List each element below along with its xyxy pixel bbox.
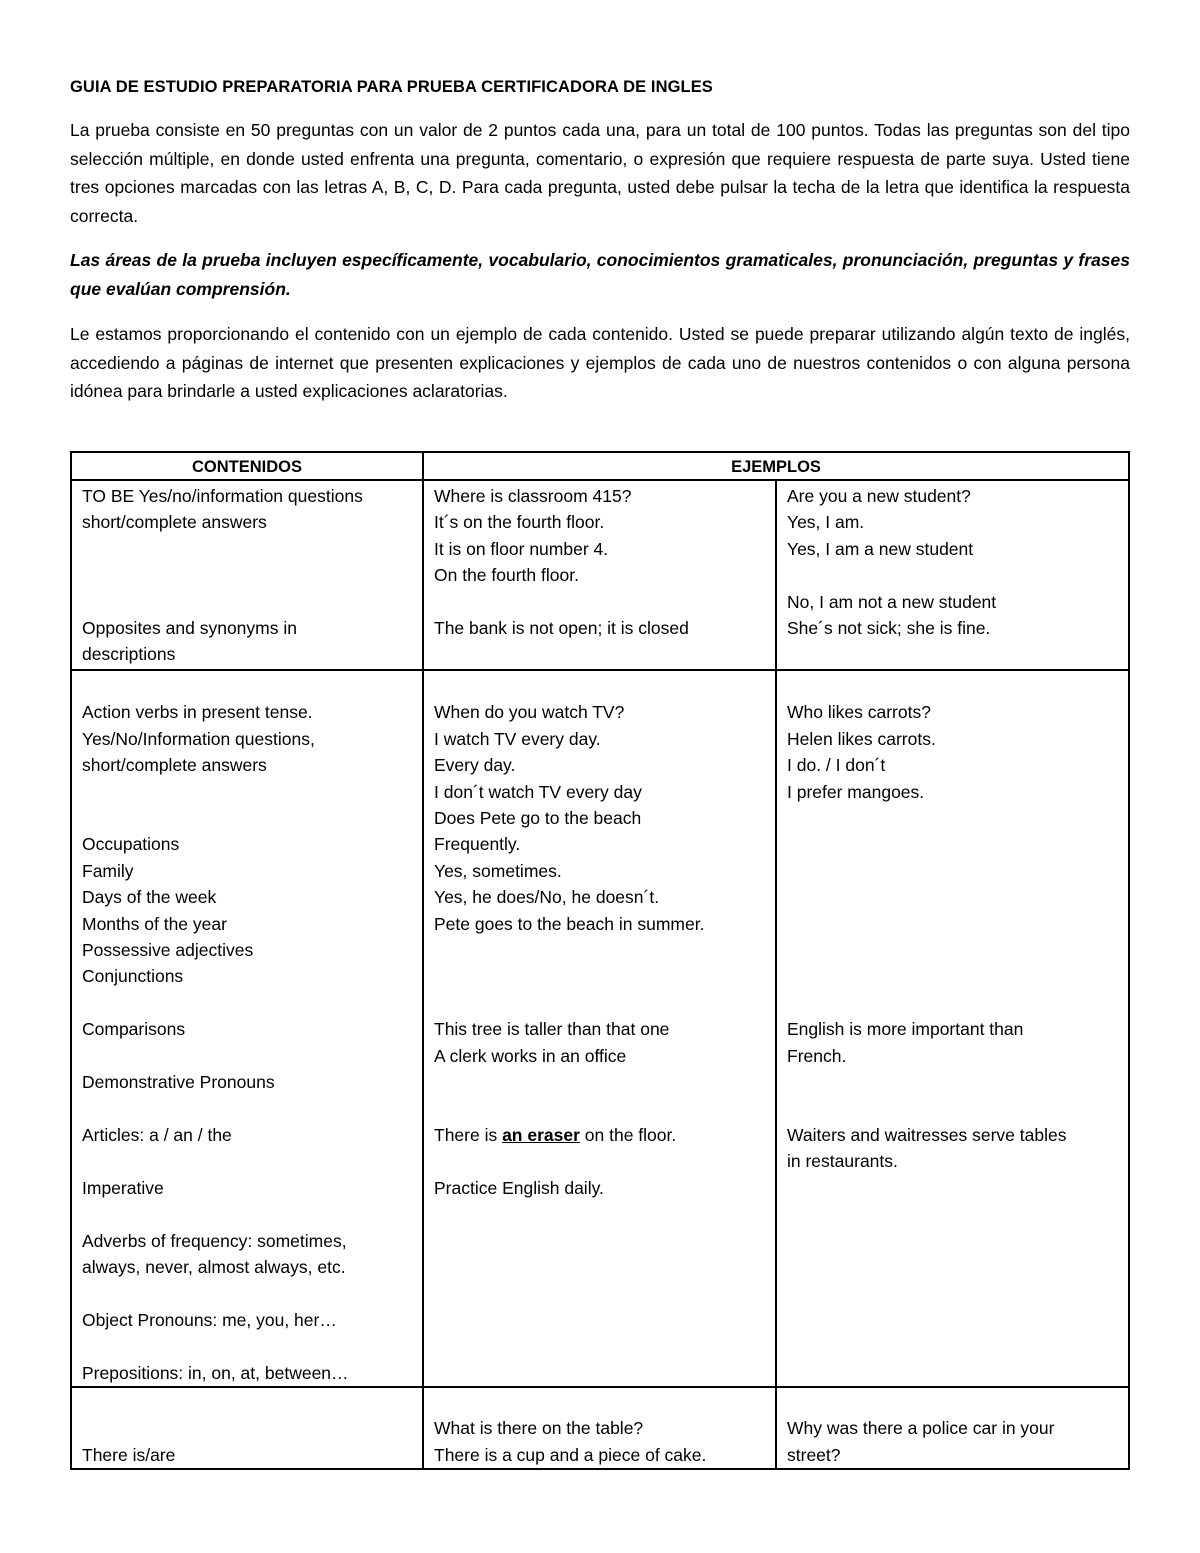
cell-line: There is/are (82, 1444, 176, 1465)
cell-line (82, 589, 412, 615)
cell-line: descriptions (82, 644, 176, 665)
cell-line (434, 963, 765, 989)
cell-line: When do you watch TV? (434, 702, 625, 723)
cell-line (434, 673, 765, 699)
cell-line (82, 536, 412, 562)
document-title: GUIA DE ESTUDIO PREPARATORIA PARA PRUEBA CERTIFICADORA DE INGLES (70, 78, 713, 96)
cell-line: No, I am not a new student (787, 591, 997, 612)
header-ejemplos: EJEMPLOS (423, 452, 1129, 480)
table-header-row (71, 452, 1129, 480)
cell-line: Object Pronouns: me, you, her… (82, 1309, 337, 1330)
ejemplos-cell-b (776, 480, 1129, 670)
cell-line (434, 937, 765, 963)
ejemplos-cell-a (423, 1387, 776, 1469)
cell-line: Family (82, 860, 134, 881)
contenidos-cell (71, 670, 423, 1387)
cell-line: It is on floor number 4. (434, 538, 609, 559)
cell-line: Yes, I am a new student (787, 538, 974, 559)
cell-line: There is a cup and a piece of cake. (434, 1444, 707, 1465)
cell-line (434, 1148, 765, 1174)
cell-line (82, 805, 412, 831)
table-row (71, 480, 1129, 670)
cell-line: street? (787, 1444, 841, 1465)
cell-line: Yes, sometimes. (434, 860, 562, 881)
cell-line: in restaurants. (787, 1151, 898, 1172)
cell-line: The bank is not open; it is closed (434, 618, 689, 639)
cell-line: Pete goes to the beach in summer. (434, 913, 705, 934)
cell-line: I watch TV every day. (434, 728, 601, 749)
ejemplos-cell-b (776, 670, 1129, 1387)
contenidos-cell (71, 1387, 423, 1469)
cell-line: What is there on the table? (434, 1418, 644, 1439)
cell-line: There is an eraser on the floor. (434, 1124, 677, 1145)
cell-line (82, 1333, 412, 1359)
cell-line (82, 562, 412, 588)
guidance-paragraph: Le estamos proporcionando el contenido con un ejemplo de cada contenido. Usted se puede preparar utilizando algún texto de inglés, accediendo a páginas de internet que presenten explicaciones y ejemplos de cada uno de nuestros contenidos o con alguna persona idónea para brindarle a usted explicaciones aclaratorias. (70, 324, 1130, 401)
intro-paragraph: La prueba consiste en 50 preguntas con un valor de 2 puntos cada una, para un total de 100 puntos. Todas las preguntas son del tipo selección múltiple, en donde usted enfrenta una pregunta, comentario, o expresión que requiere respuesta de parte suya. Usted tiene tres opciones marcadas con las letras A, B, C, D. Para cada pregunta, usted debe pulsar la techa de la letra que identifica la respuesta correcta. (70, 120, 1130, 226)
cell-line: English is more important than (787, 1019, 1024, 1040)
cell-line: Prepositions: in, on, at, between… (82, 1362, 349, 1383)
cell-line (787, 990, 1118, 1016)
cell-line: Imperative (82, 1177, 164, 1198)
cell-line: TO BE Yes/no/information questions (82, 486, 363, 506)
cell-line (434, 1096, 765, 1122)
cell-line: Practice English daily. (434, 1177, 604, 1198)
ejemplos-cell-a (423, 480, 776, 670)
cell-line (82, 1096, 412, 1122)
cell-line: Days of the week (82, 887, 217, 908)
cell-line: On the fourth floor. (434, 565, 579, 586)
cell-line: Yes/No/Information questions, (82, 728, 315, 749)
cell-line: Why was there a police car in your (787, 1418, 1055, 1439)
cell-line: I don´t watch TV every day (434, 781, 642, 802)
cell-line: French. (787, 1045, 847, 1066)
cell-line (434, 990, 765, 1016)
cell-line: It´s on the fourth floor. (434, 512, 605, 533)
cell-line: Are you a new student? (787, 486, 971, 506)
cell-line: Every day. (434, 755, 516, 776)
cell-line: Adverbs of frequency: sometimes, (82, 1230, 347, 1251)
content-table (70, 451, 1130, 1470)
cell-line: Occupations (82, 834, 180, 855)
cell-line (434, 589, 765, 615)
cell-line: Conjunctions (82, 966, 184, 987)
contenidos-cell (71, 480, 423, 670)
cell-line (787, 858, 1118, 884)
cell-line: A clerk works in an office (434, 1045, 627, 1066)
cell-line (82, 779, 412, 805)
cell-line (787, 562, 1118, 588)
cell-line (787, 884, 1118, 910)
cell-line: Action verbs in present tense. (82, 702, 313, 723)
document-body (70, 74, 1130, 406)
ejemplos-cell-b (776, 1387, 1129, 1469)
cell-line (787, 911, 1118, 937)
cell-line (82, 990, 412, 1016)
cell-line: Helen likes carrots. (787, 728, 936, 749)
header-contenidos: CONTENIDOS (71, 452, 423, 480)
cell-line (787, 1069, 1118, 1095)
example-remainder: on the floor. (579, 1124, 677, 1145)
cell-line: Yes, I am. (787, 512, 865, 533)
cell-line: Yes, he does/No, he doesn´t. (434, 887, 660, 908)
cell-line: always, never, almost always, etc. (82, 1256, 346, 1277)
cell-line: Waiters and waitresses serve tables (787, 1124, 1067, 1145)
cell-line: I do. / I don´t (787, 755, 886, 776)
cell-line: She´s not sick; she is fine. (787, 618, 991, 639)
cell-line: Months of the year (82, 913, 227, 934)
cell-line: short/complete answers (82, 755, 267, 776)
ejemplos-cell-a (423, 670, 776, 1387)
cell-line: Who likes carrots? (787, 702, 931, 723)
table-row (71, 670, 1129, 1387)
table-row (71, 1387, 1129, 1469)
cell-line (82, 673, 412, 699)
cell-line: This tree is taller than that one (434, 1019, 670, 1040)
cell-line (82, 1201, 412, 1227)
cell-line: Comparisons (82, 1019, 186, 1040)
cell-line (787, 831, 1118, 857)
cell-line (787, 1096, 1118, 1122)
cell-line (82, 1043, 412, 1069)
cell-line: Does Pete go to the beach (434, 808, 642, 829)
cell-line: I prefer mangoes. (787, 781, 925, 802)
cell-line (434, 1069, 765, 1095)
cell-line: Opposites and synonyms in (82, 618, 297, 639)
cell-line: short/complete answers (82, 512, 267, 533)
cell-line: Demonstrative Pronouns (82, 1072, 275, 1093)
cell-line: Articles: a / an / the (82, 1124, 232, 1145)
cell-line: Where is classroom 415? (434, 486, 632, 506)
cell-line (82, 1280, 412, 1306)
cell-line: Possessive adjectives (82, 940, 254, 961)
cell-line (787, 673, 1118, 699)
cell-line (82, 1148, 412, 1174)
cell-line (787, 937, 1118, 963)
cell-line (787, 805, 1118, 831)
cell-line (787, 963, 1118, 989)
areas-paragraph: Las áreas de la prueba incluyen específicamente, vocabulario, conocimientos gramaticales, pronunciación, preguntas y frases que evalúan comprensión. (70, 250, 1130, 299)
cell-line: Frequently. (434, 834, 521, 855)
underlined-example: an eraser (502, 1124, 580, 1145)
